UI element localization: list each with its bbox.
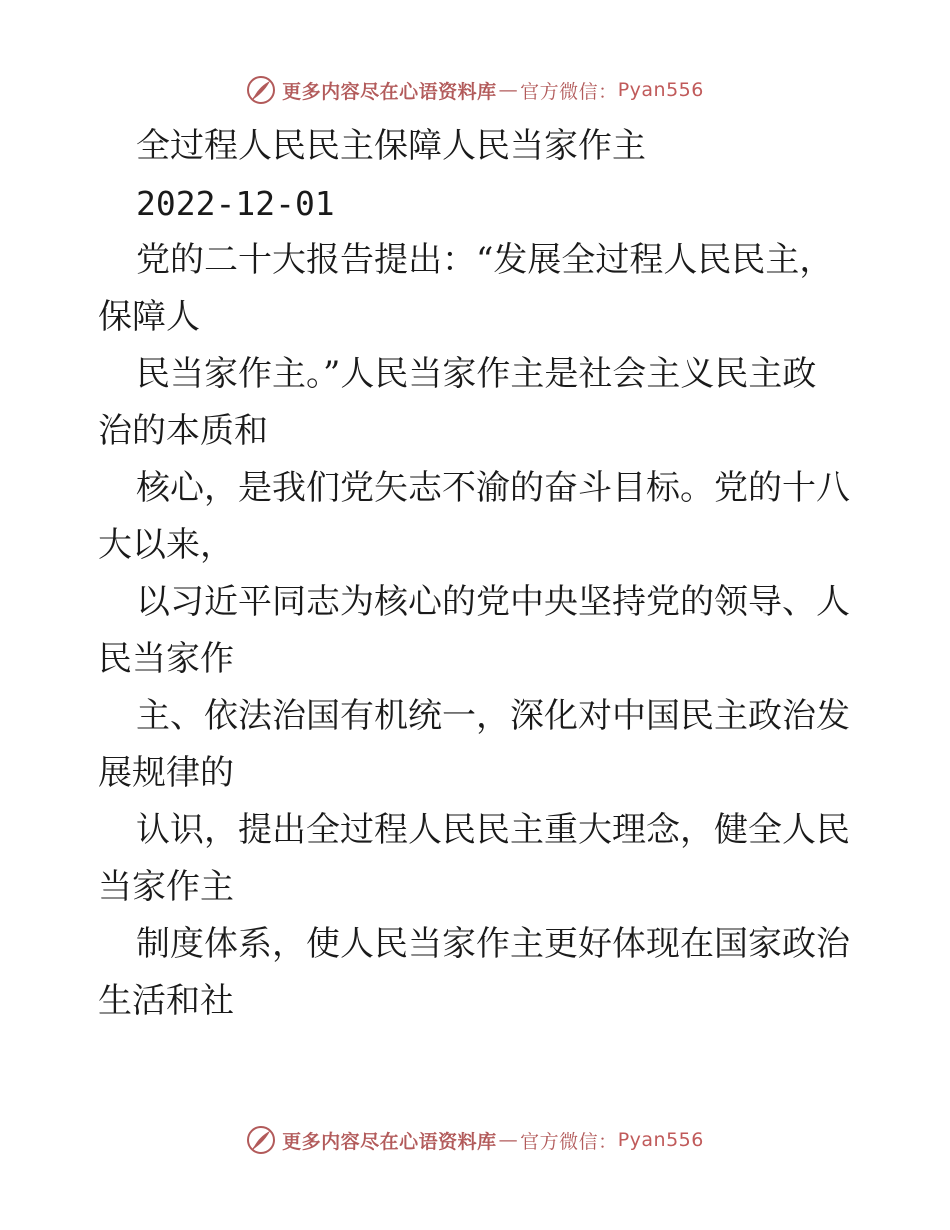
body-line: 展规律的 — [98, 753, 234, 793]
body-line: 核心，是我们党矢志不渝的奋斗目标。党的十八 — [136, 468, 850, 508]
watermark-separator: — — [498, 79, 519, 101]
body-line: 保障人 — [98, 297, 200, 337]
body-line: 制度体系，使人民当家作主更好体现在国家政治 — [136, 924, 850, 964]
watermark-contact-label: 官方微信： — [520, 1130, 618, 1153]
watermark-contact-id: Pyan556 — [617, 79, 704, 101]
watermark-separator: — — [498, 1129, 519, 1151]
header-watermark — [0, 70, 950, 110]
footer-watermark — [0, 1120, 950, 1160]
watermark-text: 更多内容尽在心语资料库 — [282, 80, 497, 103]
body-line: 大以来， — [98, 525, 234, 565]
document-title: 全过程人民民主保障人民当家作主 — [136, 126, 646, 166]
body-line: 民当家作主。”人民当家作主是社会主义民主政 — [136, 354, 817, 394]
body-line: 以习近平同志为核心的党中央坚持党的领导、人 — [136, 582, 850, 622]
watermark-text: 更多内容尽在心语资料库 — [282, 1130, 497, 1153]
quill-logo-icon — [246, 75, 276, 105]
watermark-contact-id: Pyan556 — [617, 1129, 704, 1151]
body-line: 主、依法治国有机统一，深化对中国民主政治发 — [136, 696, 850, 736]
watermark-contact-label: 官方微信： — [520, 80, 618, 103]
document-body — [98, 118, 858, 1030]
body-line: 当家作主 — [98, 867, 234, 907]
body-line: 认识，提出全过程人民民主重大理念，健全人民 — [136, 810, 850, 850]
body-line: 民当家作 — [98, 639, 234, 679]
body-line: 治的本质和 — [98, 411, 268, 451]
body-line: 党的二十大报告提出：“发展全过程人民民主， — [136, 240, 834, 280]
quill-logo-icon — [246, 1125, 276, 1155]
document-date: 2022-12-01 — [136, 184, 335, 223]
body-line: 生活和社 — [98, 981, 234, 1021]
